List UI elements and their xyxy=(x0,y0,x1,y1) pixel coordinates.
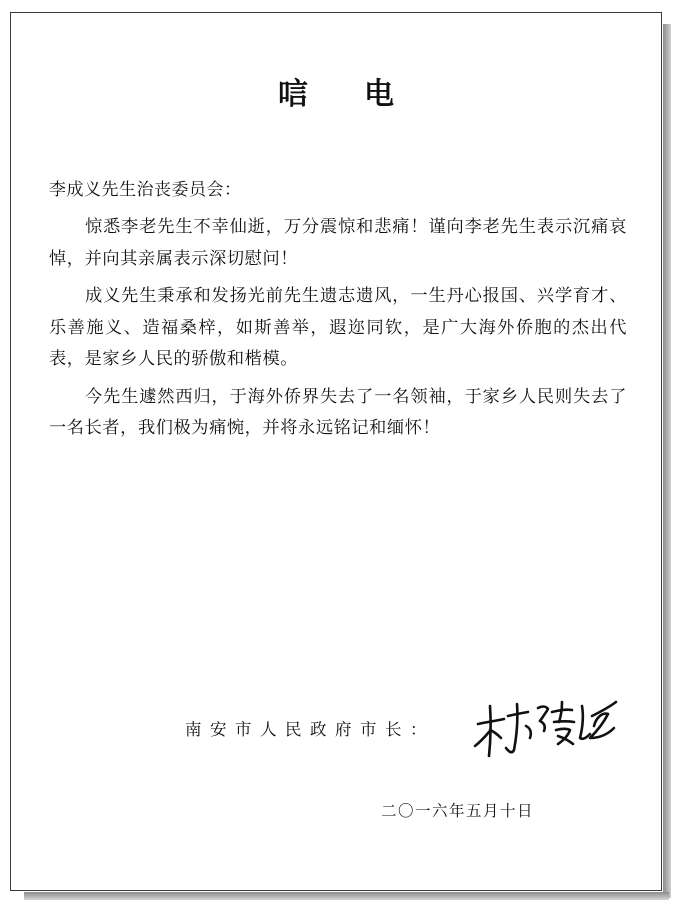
page-shadow-right xyxy=(663,24,671,898)
handwritten-signature xyxy=(470,694,620,764)
letter-page xyxy=(10,12,662,891)
document-title: 唁电 xyxy=(278,77,450,112)
signatory-title: 南安市人民政府市长： xyxy=(185,720,435,739)
letter-date: 二〇一六年五月十日 xyxy=(381,802,535,820)
page-shadow-bottom xyxy=(24,892,669,900)
paragraph-tribute: 成义先生秉承和发扬光前先生遗志遗风，一生丹心报国、兴学育才、乐善施义、造福桑梓，如斯善举，遐迩同钦，是广大海外侨胞的杰出代表，是家乡人民的骄傲和楷模。 xyxy=(49,286,627,369)
letter-body xyxy=(49,212,627,451)
paragraph-condolence: 惊悉李老先生不幸仙逝，万分震惊和悲痛！谨向李老先生表示沉痛哀悼，并向其亲属表示深切慰问！ xyxy=(49,217,627,269)
paragraph-mourning: 今先生遽然西归，于海外侨界失去了一名领袖，于家乡人民则失去了一名长者，我们极为痛惋，并将永远铭记和缅怀！ xyxy=(49,386,627,438)
salutation: 李成义先生治丧委员会： xyxy=(49,180,242,200)
signature-block xyxy=(185,708,645,752)
